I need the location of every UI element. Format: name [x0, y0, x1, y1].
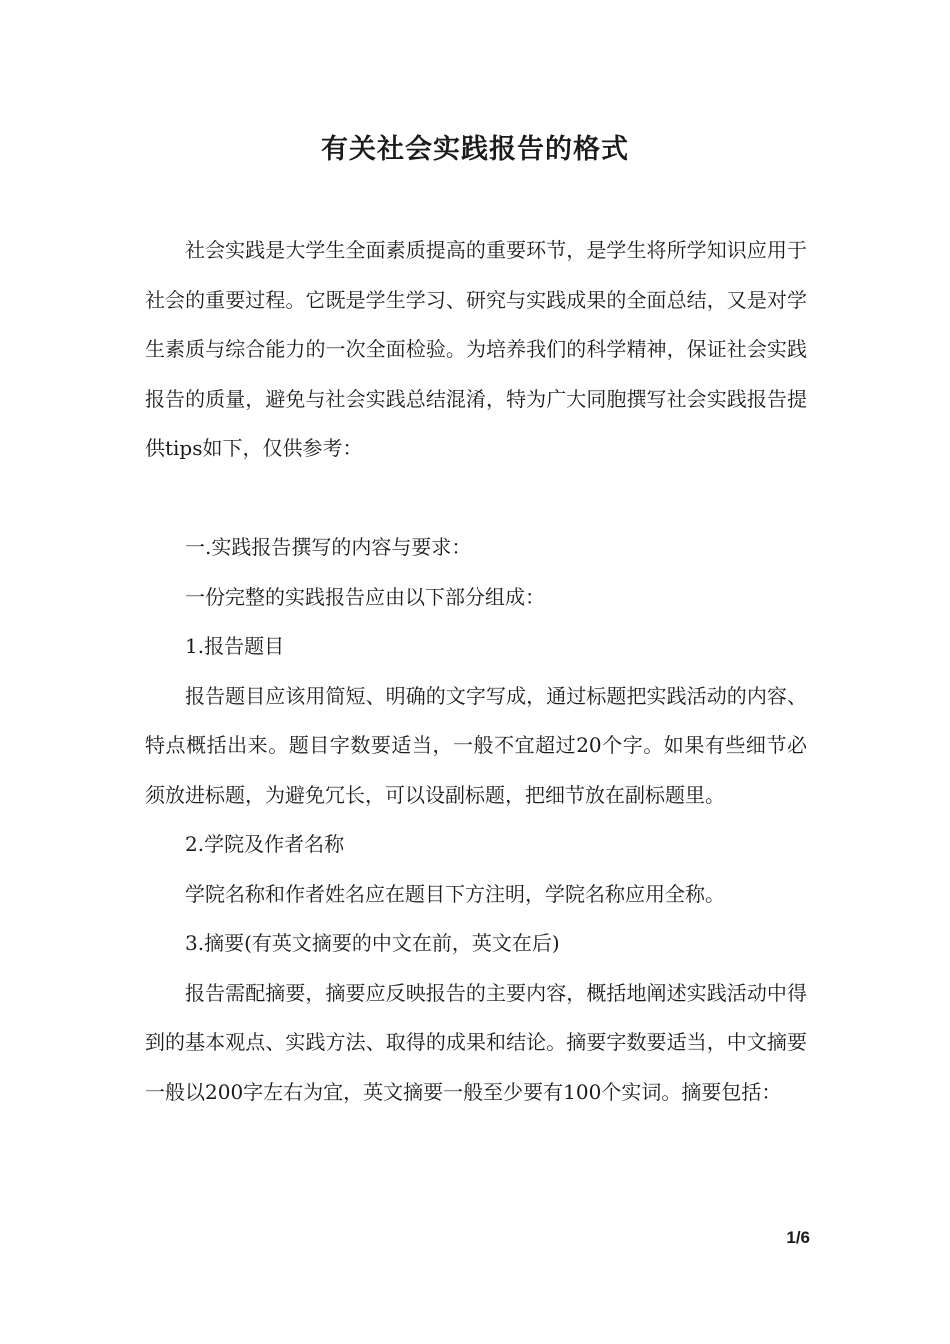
paragraph-intro: 社会实践是大学生全面素质提高的重要环节，是学生将所学知识应用于社会的重要过程。它既是学生学习、研究与实践成果的全面总结，又是对学生素质与综合能力的一次全面检验。为培养我们的科学精神，保证社会实践报告的质量，避免与社会实践总结混淆，特为广大同胞撰写社会实践报告提供tips如下，仅供参考：	[145, 238, 807, 460]
subheading-abstract: 3.摘要(有英文摘要的中文在前，英文在后)	[185, 931, 560, 955]
paragraph-college-author: 学院名称和作者姓名应在题目下方注明，学院名称应用全称。	[185, 881, 725, 906]
paragraph-spacer	[145, 474, 807, 524]
paragraph-report-title: 报告题目应该用简短、明确的文字写成，通过标题把实践活动的内容、特点概括出来。题目字数要适当，一般不宜超过20个字。如果有些细节必须放进标题，为避免冗长，可以设副标题，把细节放在副标题里。	[145, 683, 807, 807]
subheading-college-author: 2.学院及作者名称	[185, 832, 345, 856]
paragraph-components: 一份完整的实践报告应由以下部分组成：	[185, 584, 545, 609]
paragraph-abstract: 报告需配摘要，摘要应反映报告的主要内容，概括地阐述实践活动中得到的基本观点、实践方法、取得的成果和结论。摘要字数要适当，中文摘要一般以200字左右为宜，英文摘要一般至少要有100个实词。摘要包括：	[145, 980, 807, 1104]
page-number: 1/6	[786, 1228, 810, 1247]
subheading-report-title: 1.报告题目	[185, 634, 285, 658]
section-heading-1: 一.实践报告撰写的内容与要求：	[185, 535, 472, 559]
document-body	[145, 226, 807, 1117]
document-title: 有关社会实践报告的格式	[321, 134, 629, 165]
